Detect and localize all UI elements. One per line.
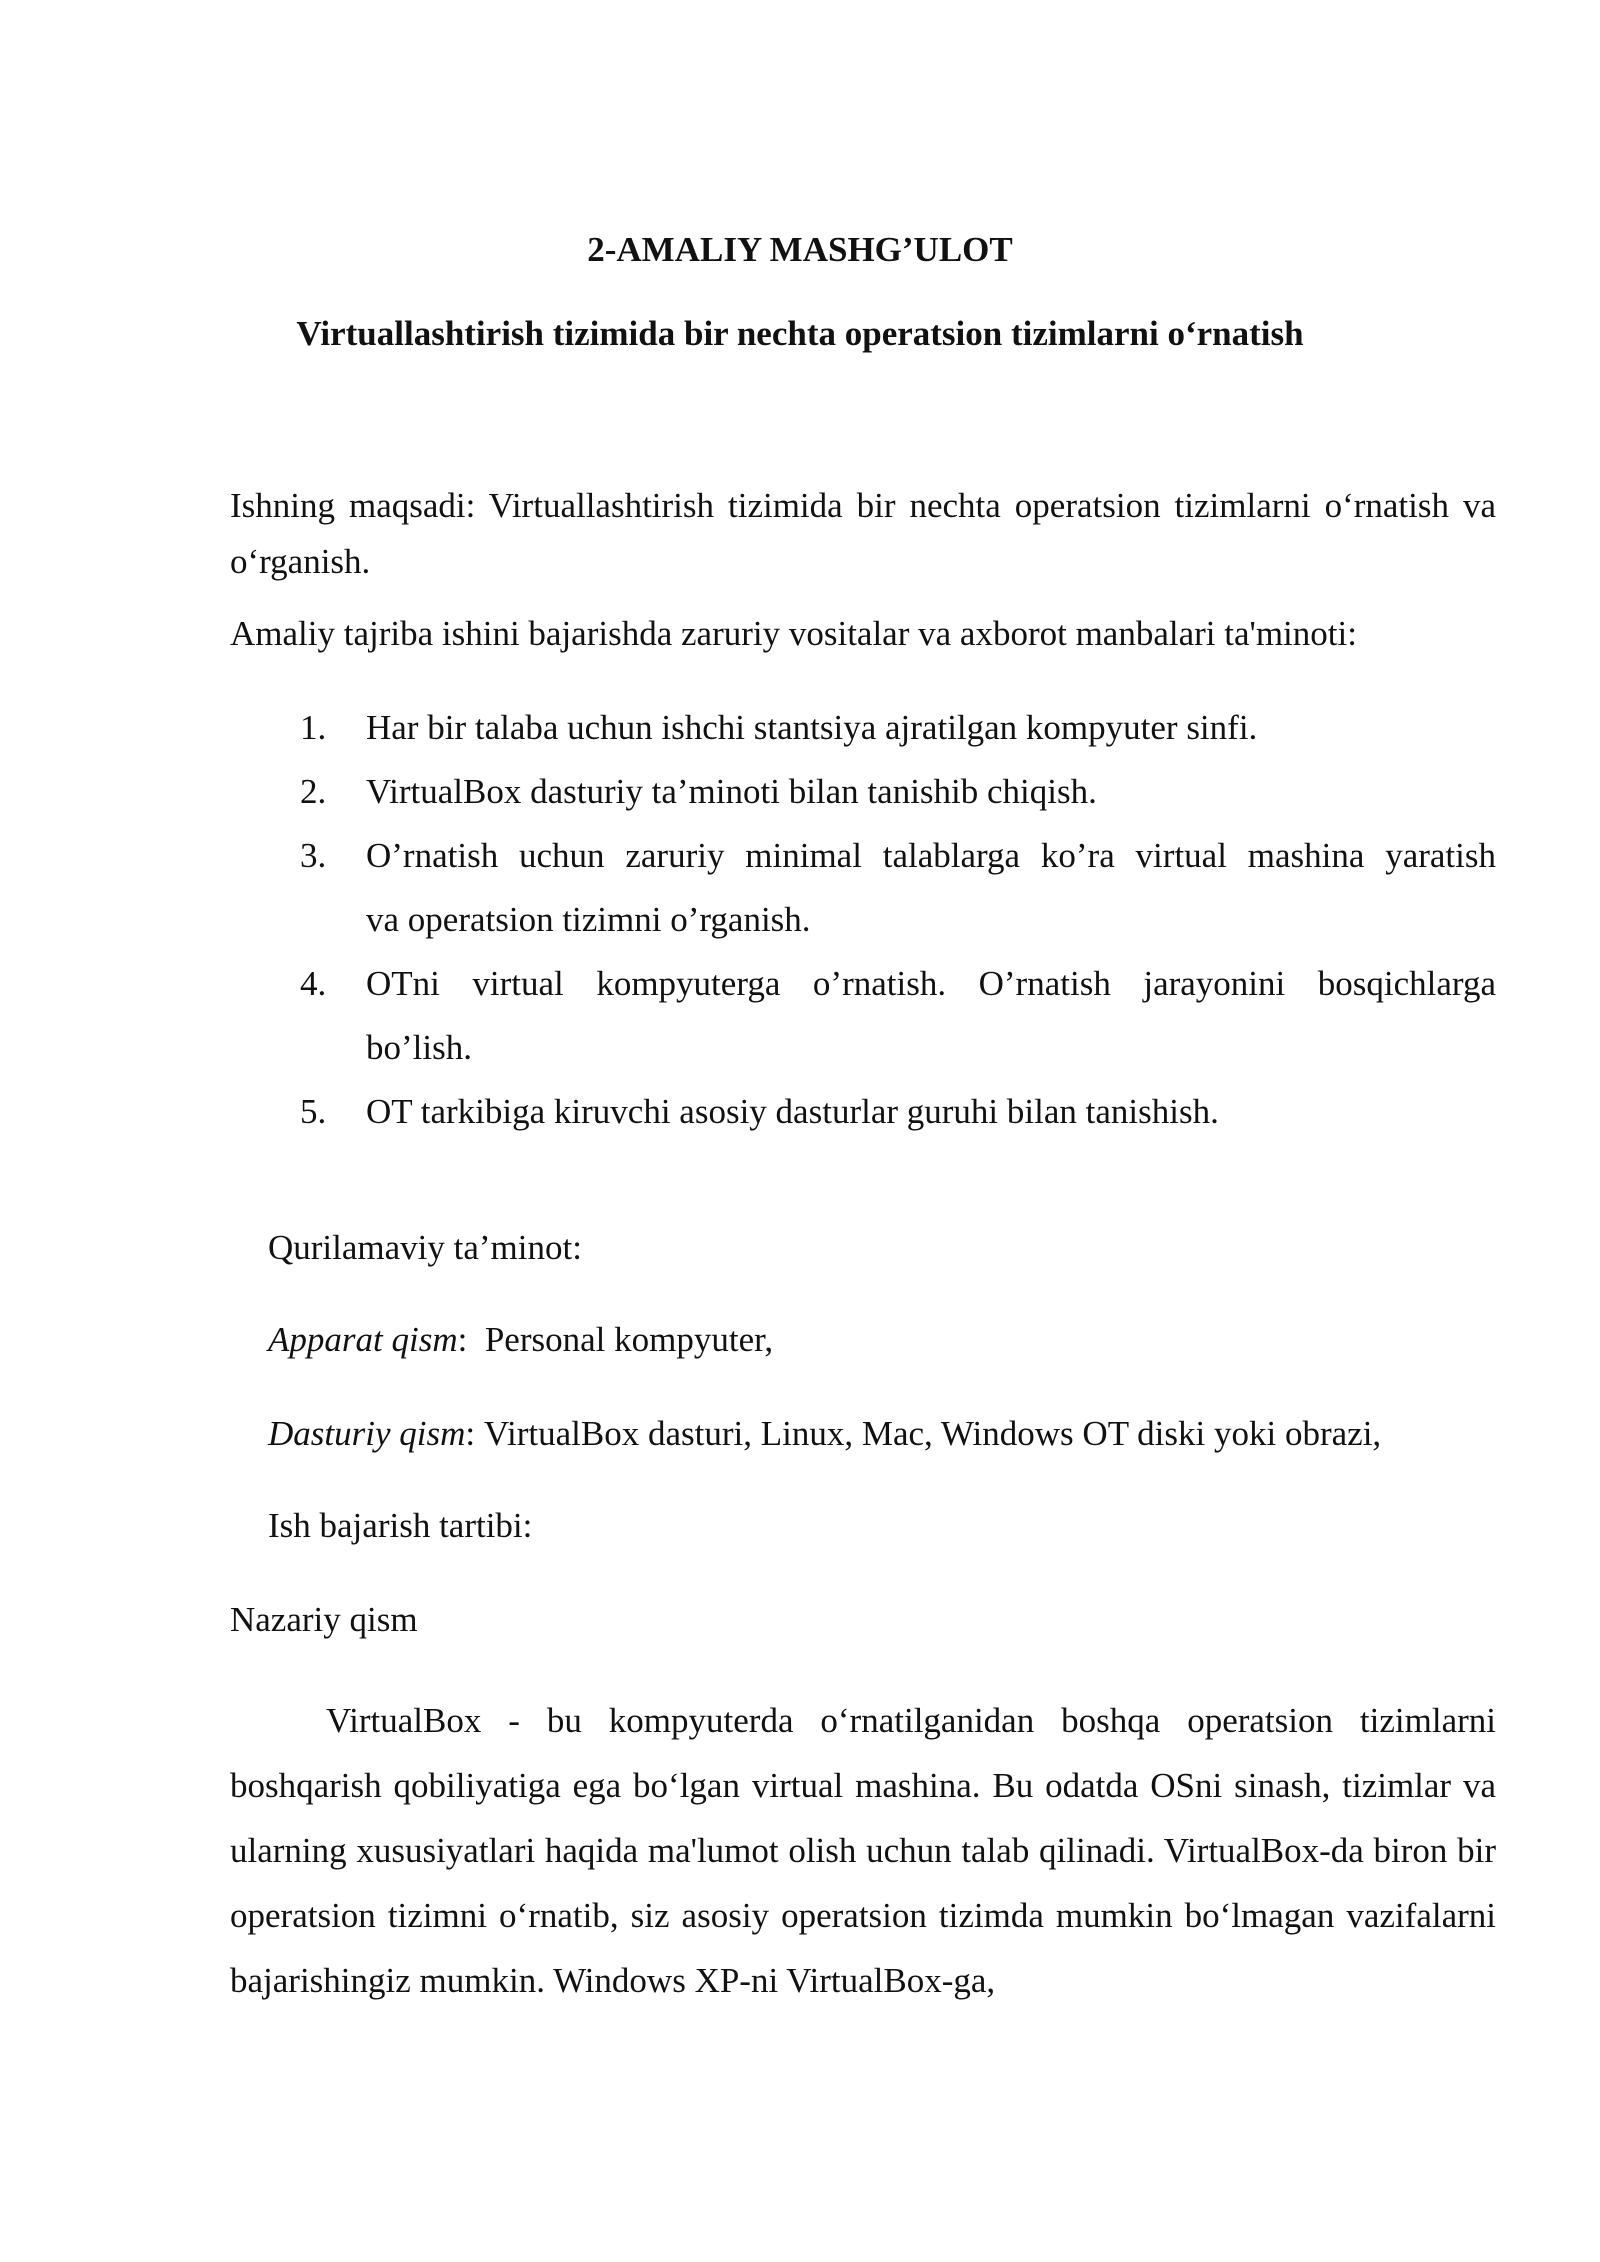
- apparat-line: [268, 1318, 773, 1362]
- theory-heading: Nazariy qism: [230, 1600, 418, 1639]
- apparat-value: Personal kompyuter,: [484, 1320, 774, 1359]
- apparat-separator: :: [457, 1320, 468, 1359]
- list-item-number: 4.: [300, 964, 327, 1003]
- list-item-text: OTni virtual kompyuterga o’rnatish. O’rnatish jarayonini bosqichlarga: [366, 964, 1496, 1003]
- list-item-text-continued: bo’lish.: [366, 1028, 472, 1067]
- list-item-number: 2.: [300, 772, 327, 811]
- list-item-text: Har bir talaba uchun ishchi stantsiya ajratilgan kompyuter sinfi.: [366, 708, 1258, 747]
- list-item: [300, 1080, 1496, 1144]
- theory-paragraph: VirtualBox - bu kompyuterda o‘rnatilganidan boshqa operatsion tizimlarni boshqarish qobiliyatiga ega bo‘lgan virtual mashina. Bu odatda OSni sinash, tizimlar va ularning xususiyatlari haqida ma'lumot olish uchun talab qilinadi. VirtualBox-da biron bir operatsion tizimni o‘rnatib, siz asosiy operatsion tizimda mumkin bo‘lmagan vazifalarni bajarishingiz mumkin. Windows XP-ni VirtualBox-ga,: [230, 1701, 1496, 2000]
- dasturiy-label: Dasturiy qism: [268, 1414, 466, 1453]
- list-item: [300, 760, 1496, 824]
- list-item-text: OT tarkibiga kiruvchi asosiy dasturlar guruhi bilan tanishish.: [366, 1092, 1219, 1131]
- list-item-number: 1.: [300, 708, 327, 747]
- dasturiy-value: VirtualBox dasturi, Linux, Mac, Windows OT diski yoki obrazi,: [483, 1414, 1382, 1453]
- aim-paragraph: Ishning maqsadi: Virtuallashtirish tizimida bir nechta operatsion tizimlarni o‘rnatish va o‘rganish.: [230, 486, 1496, 581]
- apparat-label: Apparat qism: [268, 1320, 458, 1359]
- resources-intro: Amaliy tajriba ishini bajarishda zaruriy vositalar va axborot manbalari ta'minoti:: [230, 614, 1357, 653]
- list-item: [300, 952, 1496, 1080]
- dasturiy-separator: :: [465, 1414, 476, 1453]
- list-item: [300, 696, 1496, 760]
- list-item-text: O’rnatish uchun zaruriy minimal talablarga ko’ra virtual mashina yaratish: [366, 836, 1496, 875]
- requirements-list: [300, 696, 1496, 1144]
- procedure-heading: Ish bajarish tartibi:: [268, 1506, 533, 1545]
- hardware-heading: Qurilamaviy ta’minot:: [268, 1228, 582, 1267]
- list-item-text: VirtualBox dasturiy ta’minoti bilan tanishib chiqish.: [366, 772, 1097, 811]
- page-subtitle: Virtuallashtirish tizimida bir nechta operatsion tizimlarni o‘rnatish: [296, 314, 1304, 353]
- list-item: [300, 824, 1496, 952]
- page-title: 2-AMALIY MASHG’ULOT: [587, 230, 1013, 269]
- dasturiy-line: [268, 1412, 1381, 1456]
- list-item-text-continued: va operatsion tizimni o’rganish.: [366, 900, 811, 939]
- list-item-number: 3.: [300, 836, 327, 875]
- list-item-number: 5.: [300, 1092, 327, 1131]
